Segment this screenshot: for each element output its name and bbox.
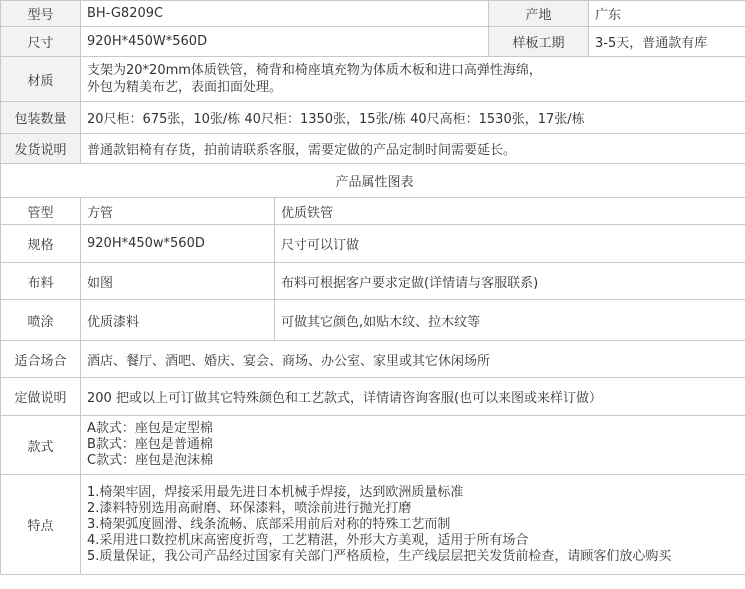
- style-line: B款式：座包是普通棉: [87, 437, 213, 452]
- shipping-label: 发货说明: [1, 134, 81, 164]
- material-label: 材质: [1, 57, 81, 102]
- attr-note: 优质铁管: [275, 198, 745, 225]
- occasion-label: 适合场合: [1, 341, 81, 378]
- origin-label: 产地: [489, 1, 589, 27]
- attr-label: 管型: [1, 198, 81, 225]
- attr-value: 优质漆料: [81, 300, 275, 341]
- size-row: [1, 27, 745, 57]
- attr-value: 方管: [81, 198, 275, 225]
- occasion-row: [1, 341, 745, 378]
- attributes-title: 产品属性图表: [1, 164, 745, 198]
- packing-label: 包装数量: [1, 102, 81, 134]
- material-line: 支架为20*20mm体质铁管，椅背和椅座填充物为体质木板和进口高弹性海绵，: [87, 63, 542, 78]
- style-value: [81, 416, 745, 475]
- size-label: 尺寸: [1, 27, 81, 57]
- model-label: 型号: [1, 1, 81, 27]
- features-label: 特点: [1, 475, 81, 575]
- custom-row: [1, 378, 745, 416]
- feature-line: 2.漆料特别选用高耐磨、环保漆料，喷涂前进行抛光打磨: [87, 501, 412, 516]
- shipping-value: 普通款铝椅有存货，拍前请联系客服，需要定做的产品定制时间需要延长。: [81, 134, 745, 164]
- product-attributes-table: [0, 163, 745, 575]
- feature-line: 4.采用进口数控机床高密度折弯，工艺精湛，外形大方美观，适用于所有场合: [87, 533, 529, 548]
- attr-row: [1, 263, 745, 300]
- attr-value: 如图: [81, 263, 275, 300]
- feature-line: 3.椅架弧度圆滑、线条流畅、底部采用前后对称的特殊工艺而制: [87, 517, 451, 532]
- origin-value: 广东: [589, 1, 745, 27]
- attr-row: [1, 300, 745, 341]
- occasion-value: 酒店、餐厅、酒吧、婚庆、宴会、商场、办公室、家里或其它休闲场所: [81, 341, 745, 378]
- shipping-row: [1, 134, 745, 164]
- sample-label: 样板工期: [489, 27, 589, 57]
- attr-label: 规格: [1, 225, 81, 263]
- attr-note: 尺寸可以订做: [275, 225, 745, 263]
- custom-value: 200 把或以上可订做其它特殊颜色和工艺款式，详情请咨询客服(也可以来图或来样订做）: [81, 378, 745, 416]
- style-line: A款式：座包是定型棉: [87, 421, 213, 436]
- attributes-title-row: [1, 164, 745, 198]
- attr-label: 喷涂: [1, 300, 81, 341]
- model-row: [1, 1, 745, 27]
- custom-label: 定做说明: [1, 378, 81, 416]
- features-value: [81, 475, 745, 575]
- product-info-table: [0, 0, 745, 164]
- style-label: 款式: [1, 416, 81, 475]
- material-value: [81, 57, 745, 102]
- attr-row: [1, 225, 745, 263]
- material-line: 外包为精美布艺，表面扣面处理。: [87, 80, 283, 95]
- packing-row: [1, 102, 745, 134]
- attr-note: 布料可根据客户要求定做(详情请与客服联系): [275, 263, 745, 300]
- feature-line: 5.质量保证，我公司产品经过国家有关部门严格质检，生产线层层把关发货前检查，请顾客们放心购买: [87, 549, 672, 564]
- attr-label: 布料: [1, 263, 81, 300]
- size-value: 920H*450W*560D: [81, 27, 489, 57]
- attr-note: 可做其它颜色,如贴木纹、拉木纹等: [275, 300, 745, 341]
- sample-value: 3-5天，普通款有库: [589, 27, 745, 57]
- material-row: [1, 57, 745, 102]
- feature-line: 1.椅架牢固，焊接采用最先进日本机械手焊接，达到欧洲质量标准: [87, 485, 464, 500]
- attr-row: [1, 198, 745, 225]
- style-row: [1, 416, 745, 475]
- model-value: BH-G8209C: [81, 1, 489, 27]
- features-row: [1, 475, 745, 575]
- style-line: C款式：座包是泡沫棉: [87, 453, 214, 468]
- packing-value: 20尺柜：675张，10张/栋 40尺柜：1350张，15张/栋 40尺高柜：1530张，17张/栋: [81, 102, 745, 134]
- attr-value: 920H*450w*560D: [81, 225, 275, 263]
